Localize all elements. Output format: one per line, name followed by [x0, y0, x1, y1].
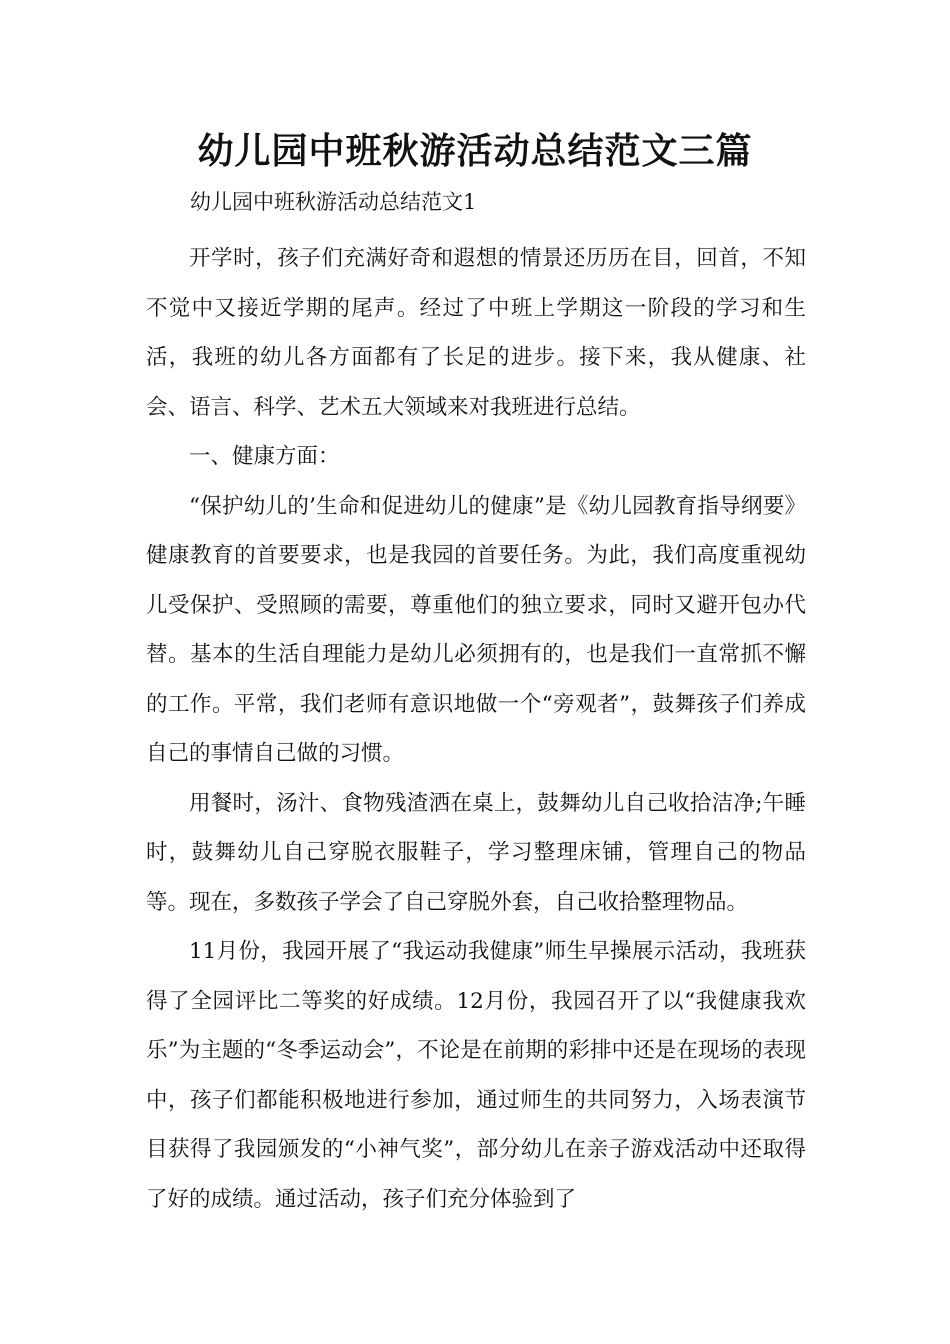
paragraph-meal-nap: 用餐时，汤汁、食物残渣洒在桌上，鼓舞幼儿自己收拾洁净;午睡时，鼓舞幼儿自己穿脱衣服鞋子，学习整理床铺，管理自己的物品等。现在，多数孩子学会了自己穿脱外套，自己收拾整理物品。 [146, 790, 806, 915]
section-heading-health: 一、健康方面： [189, 444, 340, 469]
document-body [146, 234, 806, 1224]
paragraph-intro: 开学时，孩子们充满好奇和遐想的情景还历历在目，回首，不知不觉中又接近学期的尾声。经过了中班上学期这一阶段的学习和生活，我班的幼儿各方面都有了长足的进步。接下来，我从健康、社会、语言、科学、艺术五大领域来对我班进行总结。 [146, 246, 806, 420]
paragraph-health-guideline: “保护幼儿的’生命和促进幼儿的健康”是《幼儿园教育指导纲要》健康教育的首要要求，也是我园的首要任务。为此，我们高度重视幼儿受保护、受照顾的需要，尊重他们的独立要求，同时又避开包办代替。基本的生活自理能力是幼儿必须拥有的，也是我们一直常抓不懈的工作。平常，我们老师有意识地做一个“旁观者”，鼓舞孩子们养成自己的事情自己做的习惯。 [146, 493, 806, 766]
document-title: 幼儿园中班秋游活动总结范文三篇 [197, 131, 753, 172]
document-subtitle: 幼儿园中班秋游活动总结范文1 [190, 190, 477, 214]
paragraph-activities: 11月份，我园开展了“我运动我健康”师生早操展示活动，我班获得了全园评比二等奖的好成绩。12月份，我园召开了以“我健康我欢乐”为主题的“冬季运动会”，不论是在前期的彩排中还是在现场的表现中，孩子们都能积极地进行参加，通过师生的共同努力，入场表演节目获得了我园颁发的“小神气奖”，部分幼儿在亲子游戏活动中还取得了好的成绩。通过活动，孩子们充分体验到了 [146, 939, 806, 1212]
